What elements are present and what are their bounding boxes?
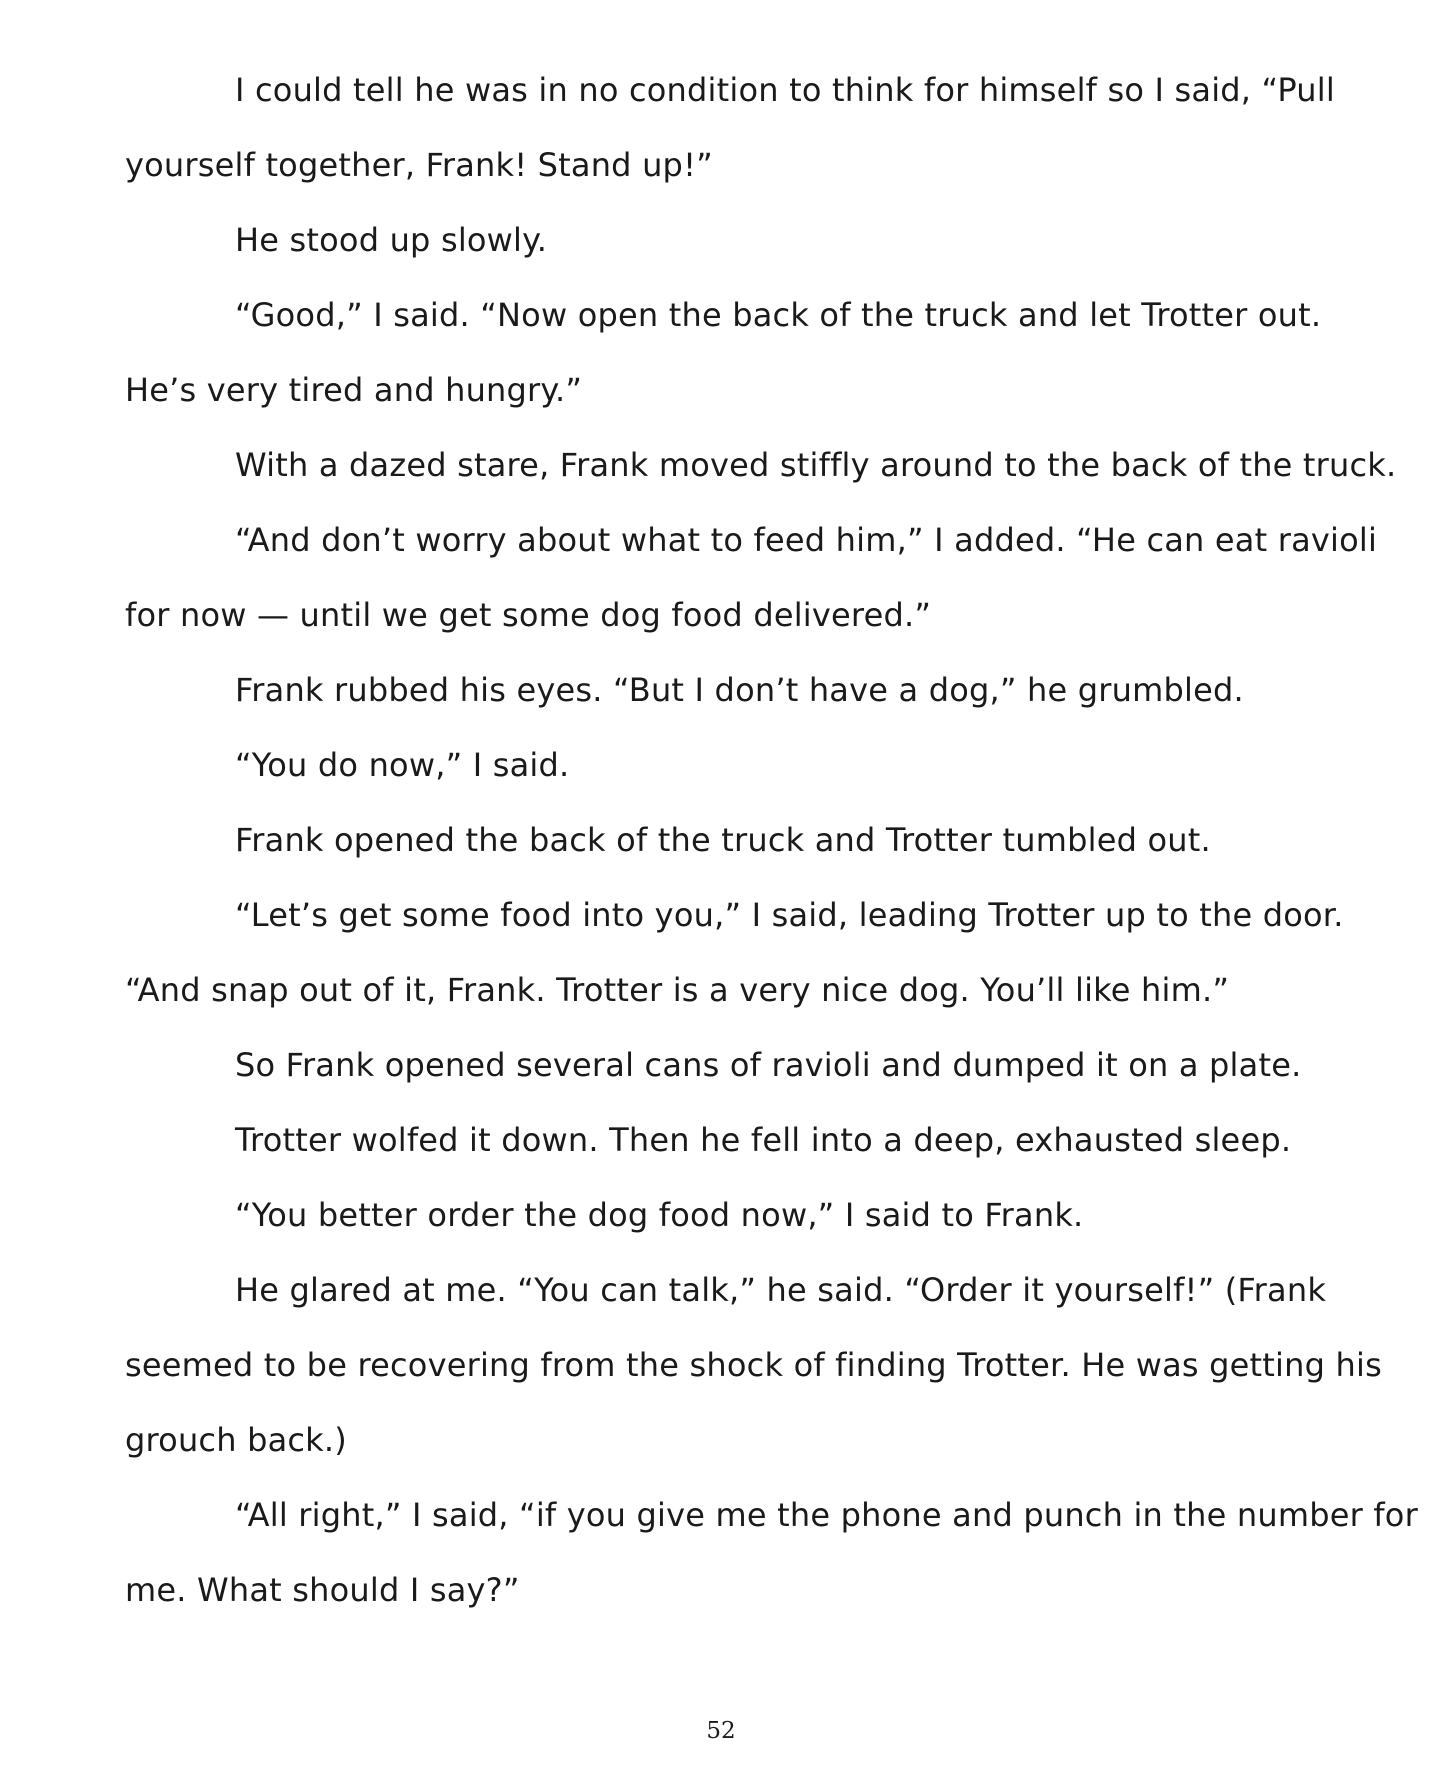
- text-line: for now — until we get some dog food delivered.”: [125, 596, 932, 634]
- text-line: “Good,” I said. “Now open the back of the truck and let Trotter out.: [235, 296, 1322, 334]
- text-line: So Frank opened several cans of ravioli and dumped it on a plate.: [235, 1046, 1302, 1084]
- text-line: “Let’s get some food into you,” I said, leading Trotter up to the door.: [235, 896, 1344, 934]
- text-line: Trotter wolfed it down. Then he fell into a deep, exhausted sleep.: [235, 1121, 1292, 1159]
- text-line: “And don’t worry about what to feed him,” I added. “He can eat ravioli: [235, 521, 1378, 559]
- text-line: seemed to be recovering from the shock of finding Trotter. He was getting his: [125, 1346, 1382, 1384]
- page-number: 52: [706, 1718, 736, 1744]
- text-line: I could tell he was in no condition to think for himself so I said, “Pull: [235, 71, 1335, 109]
- text-line: yourself together, Frank! Stand up!”: [125, 146, 713, 184]
- text-line: Frank opened the back of the truck and Trotter tumbled out.: [235, 821, 1211, 859]
- text-line: He stood up slowly.: [235, 221, 548, 259]
- text-line: Frank rubbed his eyes. “But I don’t have a dog,” he grumbled.: [235, 671, 1244, 709]
- text-line: me. What should I say?”: [125, 1571, 520, 1609]
- text-line: He glared at me. “You can talk,” he said. “Order it yourself!” (Frank: [235, 1271, 1327, 1309]
- text-line: “You better order the dog food now,” I said to Frank.: [235, 1196, 1084, 1234]
- text-line: “And snap out of it, Frank. Trotter is a very nice dog. You’ll like him.”: [125, 971, 1230, 1009]
- body-text: [125, 60, 1418, 1635]
- text-line: grouch back.): [125, 1421, 347, 1459]
- text-line: “All right,” I said, “if you give me the phone and punch in the number for: [235, 1496, 1418, 1534]
- text-line: “You do now,” I said.: [235, 746, 570, 784]
- text-line: With a dazed stare, Frank moved stiffly around to the back of the truck.: [235, 446, 1397, 484]
- text-line: He’s very tired and hungry.”: [125, 371, 583, 409]
